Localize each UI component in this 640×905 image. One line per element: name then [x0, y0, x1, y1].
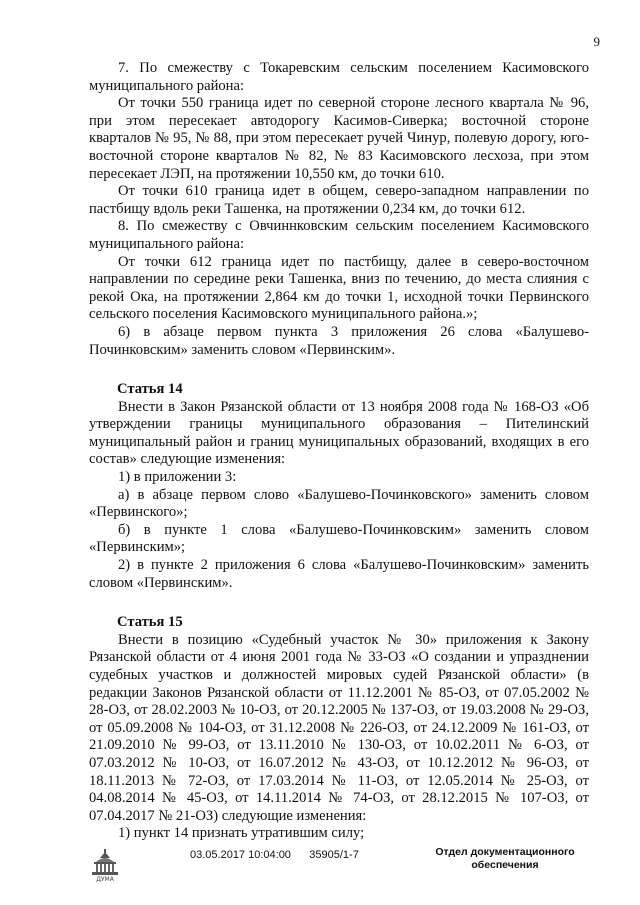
logo-text: ДУМА — [96, 876, 114, 882]
stamp-number: 35905/1-7 — [309, 849, 359, 861]
document-body — [89, 60, 589, 843]
paragraph: 1) в приложении 3: — [118, 469, 237, 486]
paragraph: б) в пункте 1 слова «Балушево-Починковским» заменить словом «Первинским»; — [89, 521, 589, 556]
duma-building-logo — [88, 848, 122, 882]
paragraph: От точки 610 граница идет в общем, северо-западном направлении по пастбищу вдоль реки Ташенка, на протяжении 0,234 км, до точки 612. — [89, 183, 589, 217]
department-label — [430, 846, 580, 872]
paragraph: а) в абзаце первом слово «Балушево-Починковского» заменить словом «Первинского»; — [89, 486, 589, 521]
dept-line-2: обеспечения — [471, 859, 539, 871]
article-heading: Статья 15 — [117, 614, 183, 631]
paragraph: 6) в абзаце первом пункта 3 приложения 26 слова «Балушево-Починковским» заменить словом «Первинским». — [89, 323, 589, 358]
paragraph: 8. По смежеству с Овчиннковским сельским поселением Касимовского муниципального района: — [89, 218, 589, 252]
paragraph: 7. По смежеству с Токаревским сельским поселением Касимовского муниципального района: — [89, 60, 589, 94]
footer — [80, 846, 600, 886]
paragraph: 1) пункт 14 признать утратившим силу; — [118, 825, 365, 842]
paragraph: От точки 612 граница идет по пастбищу, далее в северо-восточном направлении по середине реки Ташенка, вниз по течению, до места слияния с рекой Ока, на протяжении 2,864 км до точки 1, исходной точки Первинского сельского поселения Касимовского муниципального района.»; — [89, 253, 589, 323]
registration-stamp — [190, 849, 359, 861]
page-number: 9 — [593, 34, 600, 49]
stamp-date: 03.05.2017 10:04:00 — [190, 849, 291, 861]
article-heading: Статья 14 — [117, 381, 183, 398]
paragraph: Внести в позицию «Судебный участок № 30» приложения к Закону Рязанской области от 4 июня 2001 года № 33-ОЗ «О создании и упразднении судебных участков и должностей мировых судей Рязанской области» (в редакции Законов Рязанской области от 11.12.2001 № 85-ОЗ, от 07.05.2002 № 28-ОЗ, от 28.02.2003 № 10-ОЗ, от 20.12.2005 № 137-ОЗ, от 19.03.2008 № 29-ОЗ, от 05.09.2008 № 104-ОЗ, от 31.12.2008 № 226-ОЗ, от 24.12.2009 № 161-ОЗ, от 21.09.2010 № 99-ОЗ, от 13.11.2010 № 130-ОЗ, от 10.02.2011 № 6-ОЗ, от 07.03.2012 № 10-ОЗ, от 16.07.2012 № 43-ОЗ, от 10.12.2012 № 96-ОЗ, от 18.11.2013 № 72-ОЗ, от 17.03.2014 № 11-ОЗ, от 12.05.2014 № 25-ОЗ, от 04.08.2014 № 45-ОЗ, от 14.11.2014 № 74-ОЗ, от 28.12.2015 № 107-ОЗ, от 07.04.2017 № 21-ОЗ) следующие изменения: — [89, 631, 589, 824]
paragraph: От точки 550 граница идет по северной стороне лесного квартала № 96, при этом пересекает автодорогу Касимов-Сиверка; восточной стороне кварталов № 95, № 88, при этом пересекает ручей Чинур, полевую дорогу, юго-восточной стороне кварталов № 82, № 83 Касимовского лесхоза, при этом пересекает ЛЭП, на протяжении 10,550 км, до точки 610. — [89, 95, 589, 182]
paragraph: 2) в пункте 2 приложения 6 слова «Балушево-Починковским» заменить словом «Первинским». — [89, 557, 589, 591]
dept-line-1: Отдел документационного — [435, 846, 575, 858]
paragraph: Внести в Закон Рязанской области от 13 ноября 2008 года № 168-ОЗ «Об утверждении границы муниципального образования – Пителинский муниципальный район и границ муниципальных образований, входящих в его состав» следующие изменения: — [89, 398, 589, 468]
